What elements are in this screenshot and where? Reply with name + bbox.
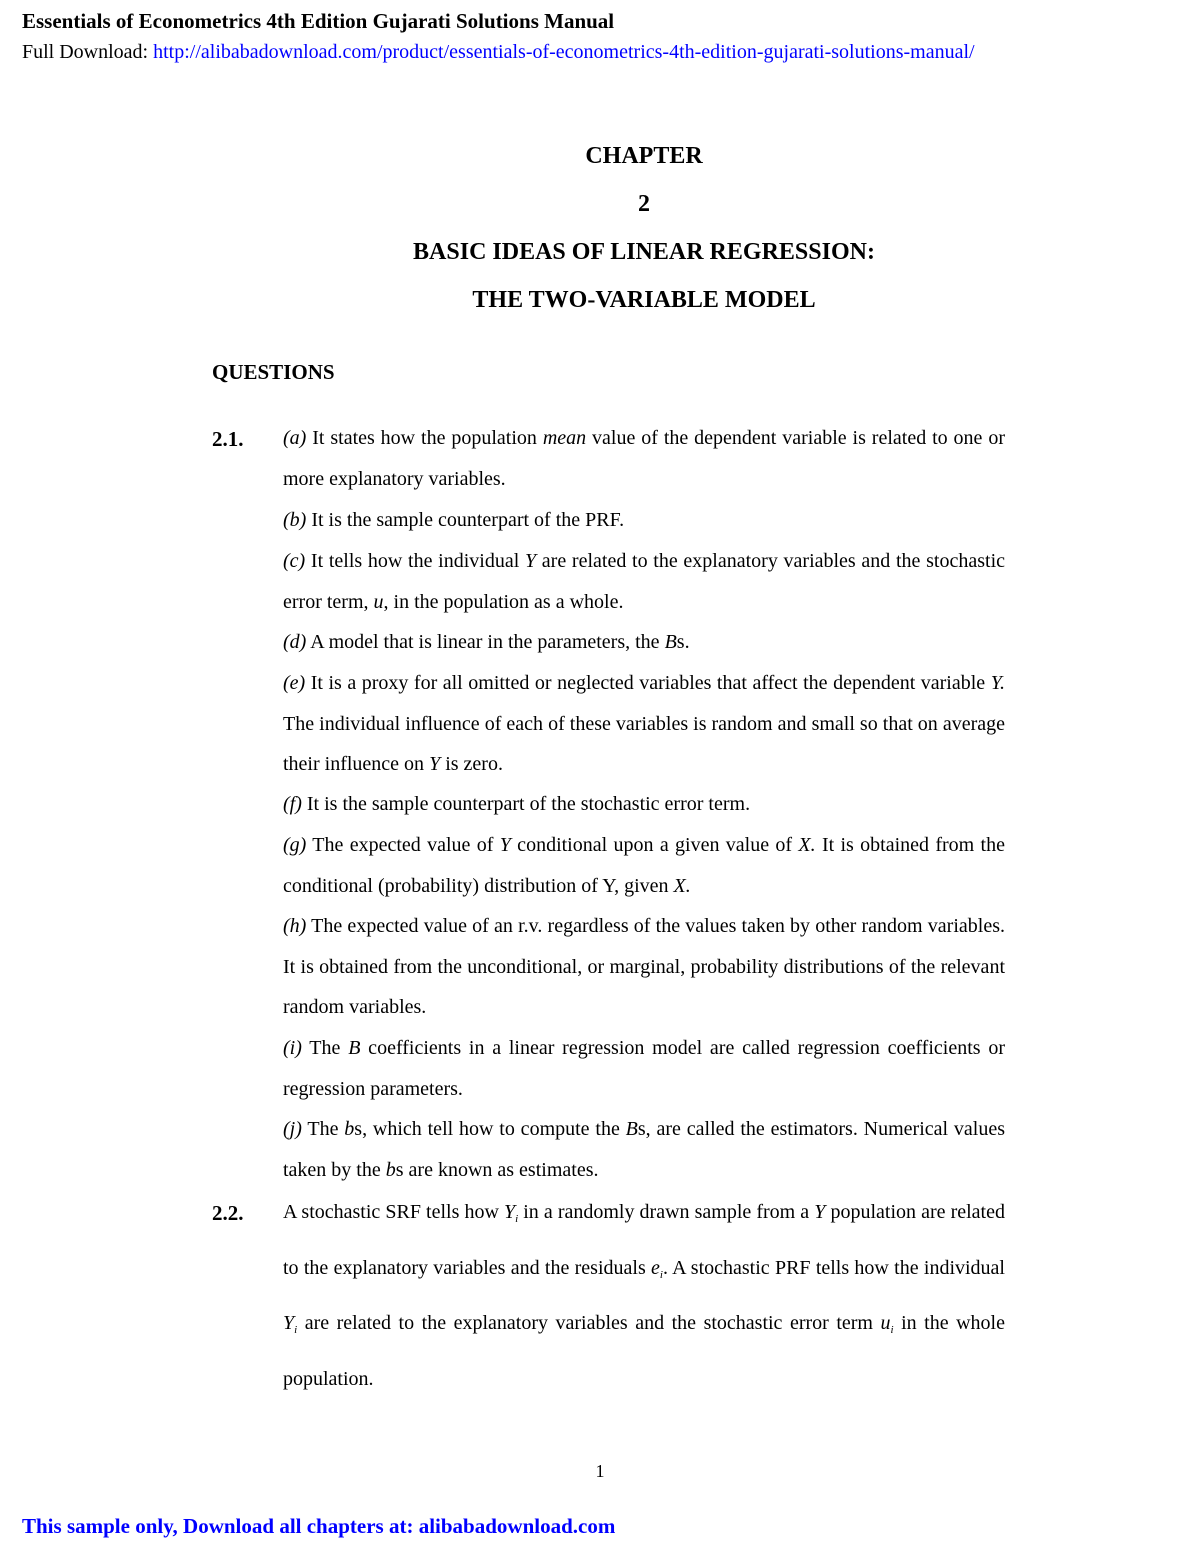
subscript: i [659,1268,663,1281]
text: The [301,1118,345,1140]
answer-2-1-h [283,906,1005,1028]
label-e: (e) [283,672,306,694]
answer-2-1-f [283,784,1005,825]
footer-download-note[interactable]: This sample only, Download all chapters at: alibabadownload.com [22,1514,616,1538]
download-line [22,41,975,64]
subscript: i [294,1324,298,1336]
text: are related to the explanatory variables and the stochastic error term, [283,550,1006,613]
text: coefficients in a linear regression model are called regression coefficients or regression parameters. [283,1037,1005,1100]
text: in a randomly drawn sample from a [518,1201,815,1223]
questions-heading: QUESTIONS [212,360,335,384]
text: conditional upon a given value of [510,834,799,856]
text: s, which tell how to compute the [354,1118,626,1140]
download-link[interactable]: http://alibabadownload.com/product/essentials-of-econometrics-4th-edition-gujarati-solutions-manual/ [153,41,975,63]
label-g: (g) [283,834,307,856]
emphasis: Y [524,550,537,572]
download-label: Full Download: [22,41,149,63]
text: A model that is linear in the parameters, the [306,631,665,653]
label-h: (h) [283,915,307,937]
answer-2-1-e [283,663,1005,785]
answer-2-1-b [283,500,1005,541]
text: value of the dependent variable is related to one or more explanatory variables. [283,427,1005,490]
label-j: (j) [283,1118,302,1140]
emphasis: b [344,1118,355,1140]
answer-2-1-i [283,1028,1005,1109]
emphasis: B [625,1118,638,1140]
text: It is the sample counterpart of the stochastic error term. [301,793,751,815]
text: It tells how the individual [305,550,525,572]
variable: Y [283,1312,295,1334]
answer-2-2 [283,1188,1005,1403]
chapter-label: CHAPTER [585,143,703,169]
variable: e [651,1256,660,1279]
text: It is the sample counterpart of the PRF. [306,509,625,531]
emphasis: X. [673,874,691,897]
text: is zero. [440,753,503,775]
text: It is a proxy for all omitted or neglected variables that affect the dependent variable [305,672,991,694]
subscript: i [890,1324,894,1336]
text: s, are called the estimators. Numerical values taken by the [283,1118,1005,1181]
label-i: (i) [283,1037,302,1059]
answer-2-1-c [283,541,1005,622]
text: The individual influence of each of these variables is random and small so that on average their influence on [283,712,1005,775]
text: It states how the population [306,427,543,449]
text: , in the population as a whole. [383,590,624,613]
emphasis: b [385,1158,396,1181]
text: s. [676,631,690,653]
text: population are related to the explanatory variables and the residuals [283,1201,1005,1279]
question-number-2-2: 2.2. [212,1201,244,1225]
answer-2-1-g [283,825,1005,906]
subscript: i [515,1213,519,1225]
variable: Y [503,1201,516,1223]
variable: Y [814,1201,826,1223]
text: are related to the explanatory variables and the stochastic error term [297,1312,881,1334]
text: The expected value of an r.v. regardless of the values taken by other random variables. It is obtained from the unconditional, or marginal, probability distributions of the relevant random variables. [283,915,1005,1018]
emphasis: X. [798,834,816,856]
emphasis: Y. [990,672,1005,694]
question-number-2-1: 2.1. [212,427,244,451]
label-f: (f) [283,793,302,815]
chapter-title-line2: THE TWO-VARIABLE MODEL [472,287,816,313]
label-b: (b) [283,509,307,531]
answer-2-1-a [283,418,1005,499]
emphasis: Y [429,753,441,775]
text: s are known as estimates. [395,1158,599,1181]
page-number: 1 [595,1461,605,1481]
emphasis: B [348,1037,361,1059]
chapter-number: 2 [638,191,650,217]
text: It is obtained from the conditional (probability) distribution of Y, given [283,834,1005,897]
document-header-title: Essentials of Econometrics 4th Edition Gujarati Solutions Manual [22,9,615,33]
emphasis: mean [542,427,587,449]
chapter-title-line1: BASIC IDEAS OF LINEAR REGRESSION: [413,239,875,265]
text: The expected value of [306,834,500,856]
label-c: (c) [283,550,306,572]
label-d: (d) [283,631,307,653]
emphasis: Y [499,834,511,856]
emphasis: B [664,631,677,653]
answer-2-1-d [283,622,1005,663]
label-a: (a) [283,427,307,449]
text: in the whole population. [283,1312,1005,1390]
text: The [301,1037,349,1059]
text: . A stochastic PRF tells how the individual [662,1256,1005,1279]
answer-2-1-j [283,1109,1005,1190]
text: A stochastic SRF tells how [283,1201,504,1223]
emphasis: u [373,590,384,613]
variable: u [880,1312,891,1334]
